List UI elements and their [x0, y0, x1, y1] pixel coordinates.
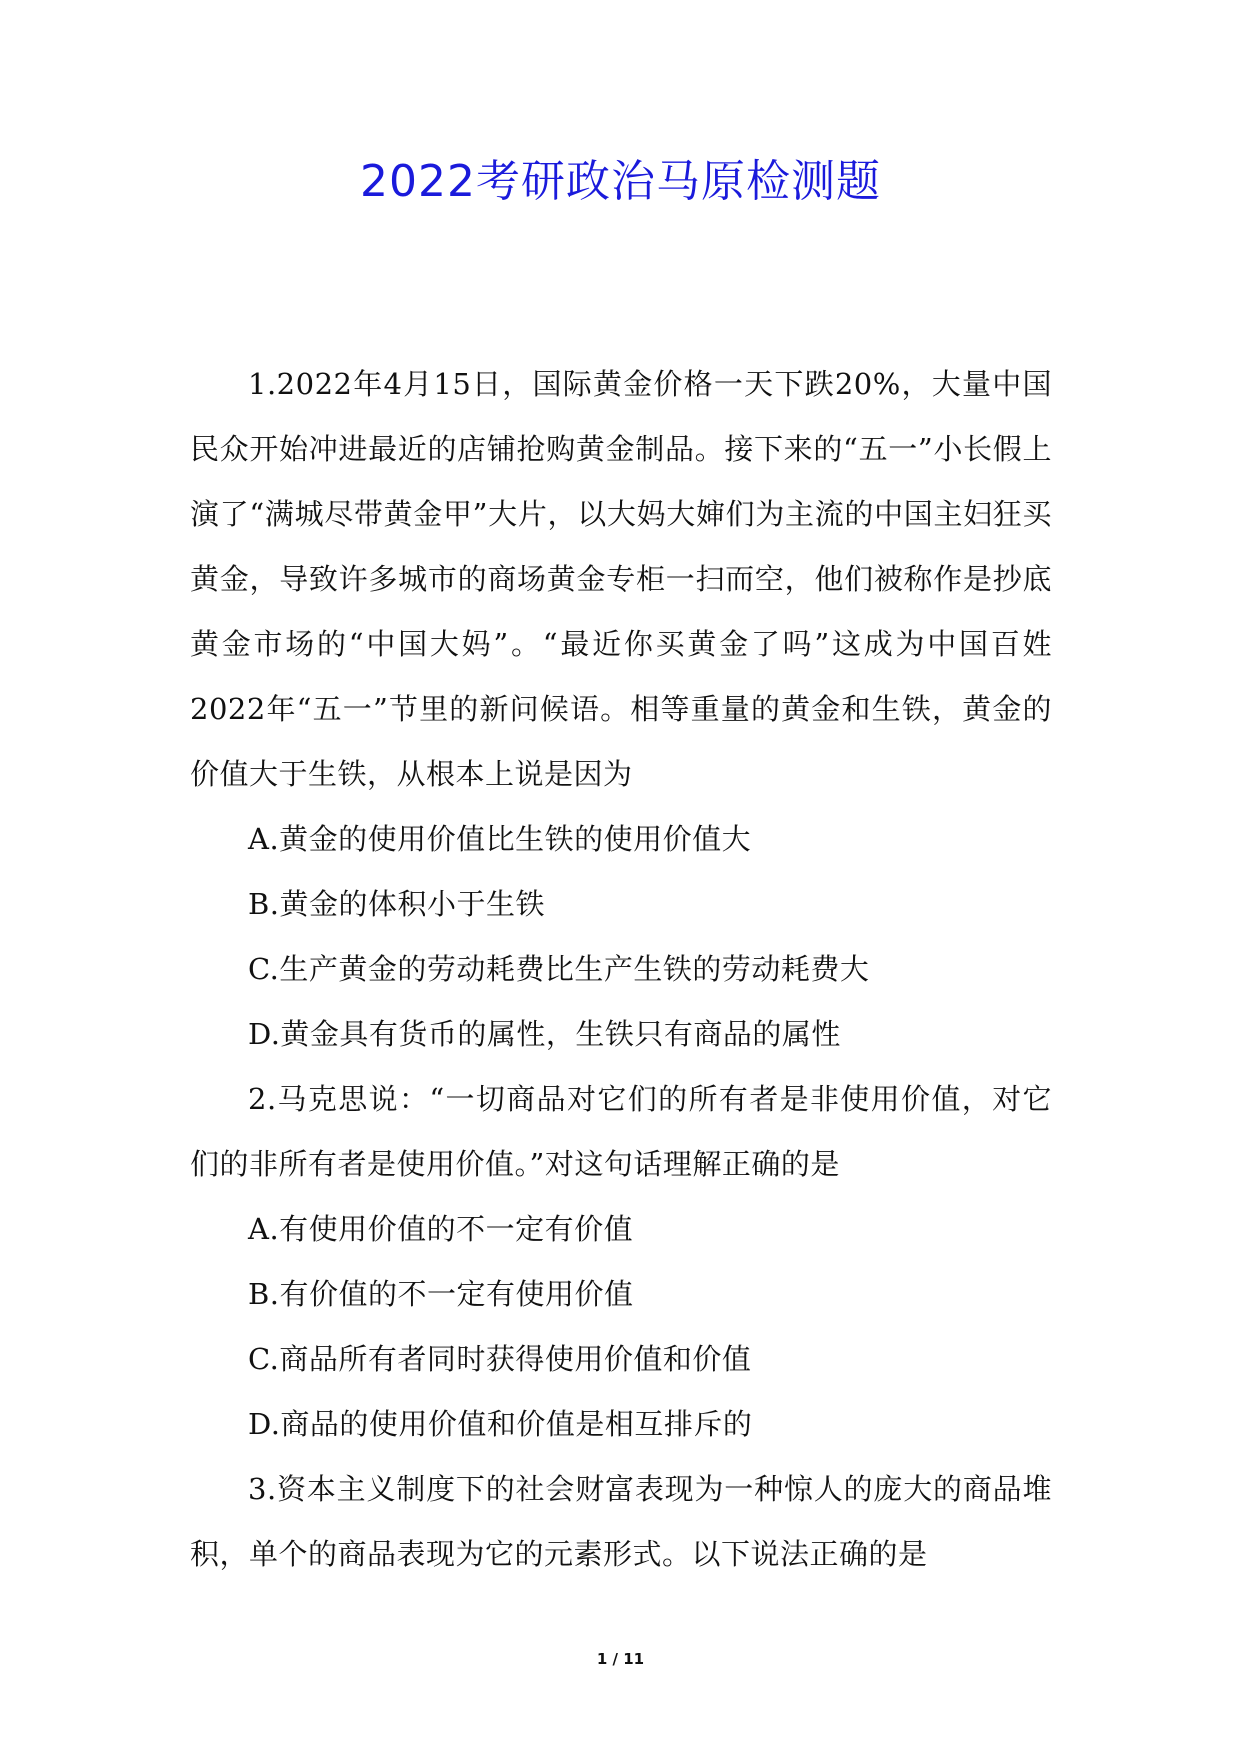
- document-body: [190, 352, 1052, 1587]
- question-1: [190, 352, 1052, 1067]
- question-3: [190, 1457, 1052, 1587]
- question-stem: 3.资本主义制度下的社会财富表现为一种惊人的庞大的商品堆积，单个的商品表现为它的元素形式。以下说法正确的是: [190, 1472, 1052, 1571]
- option-a: A.黄金的使用价值比生铁的使用价值大: [248, 822, 752, 856]
- option-d: D.黄金具有货币的属性，生铁只有商品的属性: [248, 1017, 841, 1051]
- question-stem: 1.2022年4月15日，国际黄金价格一天下跌20%，大量中国民众开始冲进最近的店铺抢购黄金制品。接下来的“五一”小长假上演了“满城尽带黄金甲”大片，以大妈大婶们为主流的中国主妇狂买黄金，导致许多城市的商场黄金专柜一扫而空，他们被称作是抄底黄金市场的“中国大妈”。“最近你买黄金了吗”这成为中国百姓2022年“五一”节里的新问候语。相等重量的黄金和生铁，黄金的价值大于生铁，从根本上说是因为: [190, 367, 1052, 791]
- option-c: C.商品所有者同时获得使用价值和价值: [248, 1342, 752, 1376]
- page-number: 1 / 11: [596, 1650, 645, 1668]
- option-d: D.商品的使用价值和价值是相互排斥的: [248, 1407, 753, 1441]
- option-b: B.黄金的体积小于生铁: [248, 887, 546, 921]
- option-c: C.生产黄金的劳动耗费比生产生铁的劳动耗费大: [248, 952, 870, 986]
- page-title: 2022考研政治马原检测题: [360, 156, 881, 207]
- option-b: B.有价值的不一定有使用价值: [248, 1277, 634, 1311]
- question-stem: 2.马克思说：“一切商品对它们的所有者是非使用价值，对它们的非所有者是使用价值。”对这句话理解正确的是: [190, 1082, 1052, 1181]
- question-2: [190, 1067, 1052, 1457]
- option-a: A.有使用价值的不一定有价值: [248, 1212, 634, 1246]
